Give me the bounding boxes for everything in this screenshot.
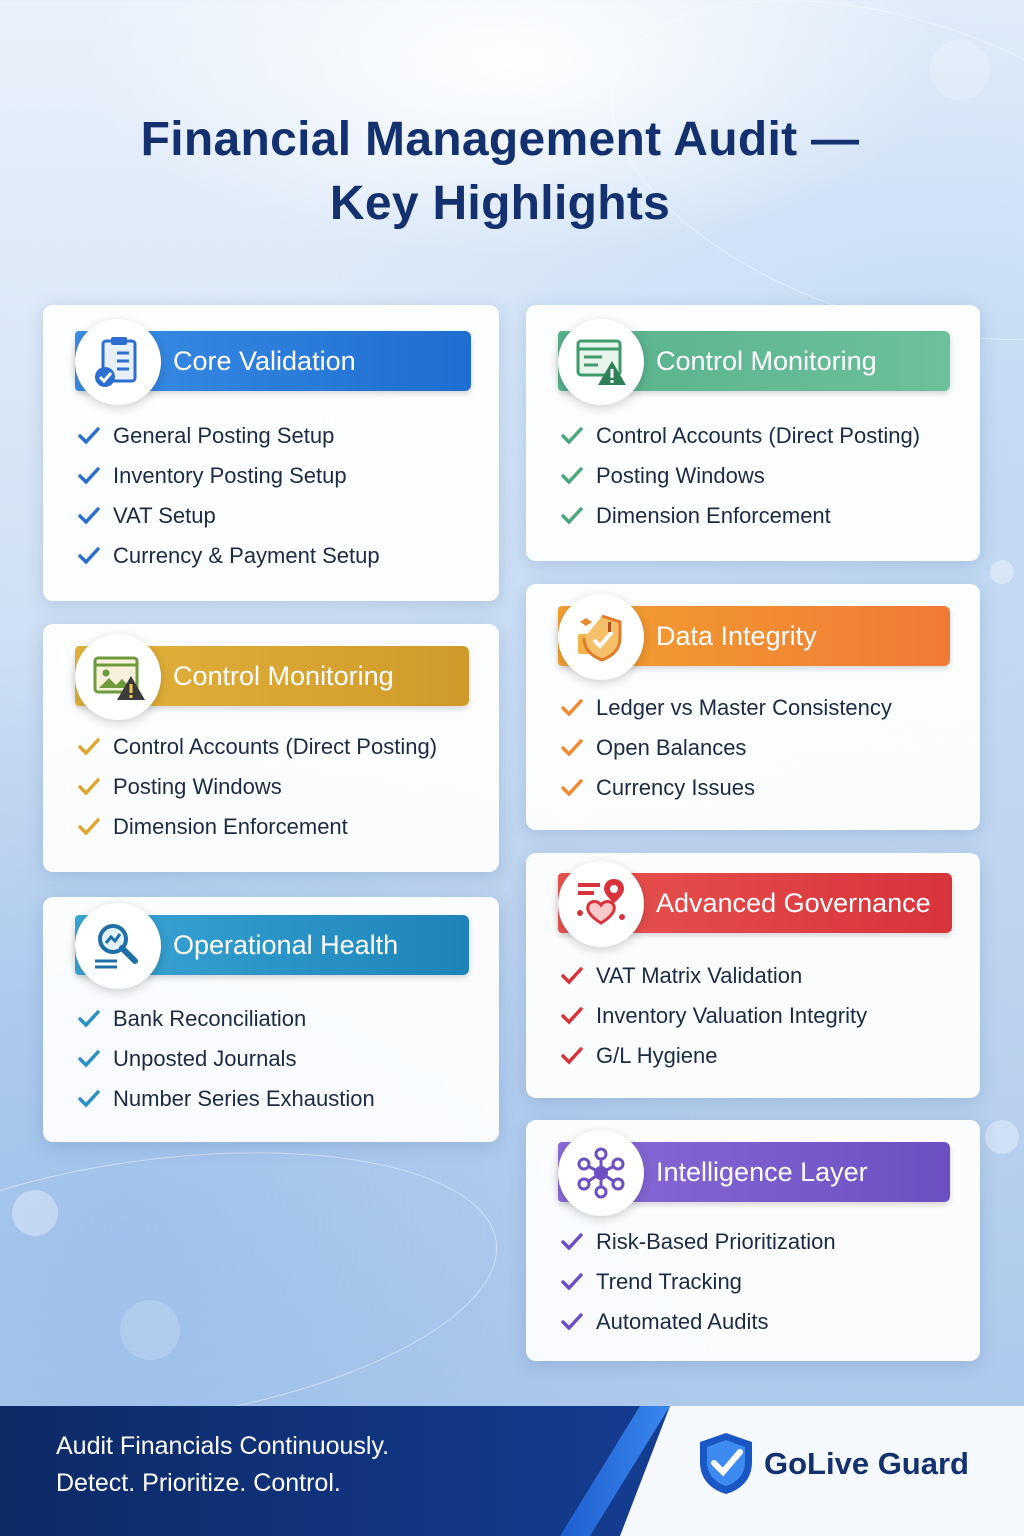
check-icon <box>560 1231 584 1253</box>
list-item-label: Control Accounts (Direct Posting) <box>113 734 438 759</box>
check-icon <box>560 1271 584 1293</box>
list-item-label: Risk-Based Prioritization <box>596 1229 836 1254</box>
card-advanced-governance <box>526 853 980 1098</box>
list-item <box>560 1302 836 1342</box>
card-item-list <box>77 999 375 1119</box>
check-icon <box>77 505 101 527</box>
list-item <box>77 727 437 767</box>
shield-check-icon <box>696 1430 756 1496</box>
list-item <box>560 768 892 808</box>
card-title: Data Integrity <box>656 621 817 651</box>
list-item <box>560 416 920 456</box>
list-item-label: VAT Setup <box>113 503 216 528</box>
window-warning-icon <box>558 319 644 405</box>
magnifier-chart-icon <box>75 903 161 989</box>
card-title: Intelligence Layer <box>656 1157 868 1187</box>
check-icon <box>77 776 101 798</box>
image-warning-icon <box>75 634 161 720</box>
check-icon <box>77 816 101 838</box>
check-icon <box>560 777 584 799</box>
check-icon <box>560 737 584 759</box>
check-icon <box>560 1311 584 1333</box>
card-item-list <box>560 688 892 808</box>
list-item <box>77 807 437 847</box>
card-control-monitoring-left <box>43 624 499 872</box>
check-icon <box>77 1008 101 1030</box>
card-item-list <box>560 416 920 536</box>
list-item-label: VAT Matrix Validation <box>596 963 803 988</box>
list-item-label: Dimension Enforcement <box>113 814 348 839</box>
bokeh-dot <box>990 560 1014 584</box>
footer-tagline-line1: Audit Financials Continuously. <box>56 1432 390 1460</box>
check-icon <box>77 545 101 567</box>
check-icon <box>560 505 584 527</box>
list-item-label: Number Series Exhaustion <box>113 1086 375 1111</box>
card-title: Core Validation <box>173 346 356 376</box>
list-item <box>77 456 380 496</box>
network-nodes-icon <box>558 1130 644 1216</box>
list-item <box>560 996 867 1036</box>
list-item <box>77 999 375 1039</box>
list-item-label: Posting Windows <box>113 774 282 799</box>
list-item <box>560 728 892 768</box>
check-icon <box>560 1005 584 1027</box>
card-item-list <box>560 1222 836 1342</box>
list-item-label: Ledger vs Master Consistency <box>596 695 892 720</box>
list-item <box>560 496 920 536</box>
list-item <box>77 536 380 576</box>
shield-data-icon <box>558 594 644 680</box>
card-data-integrity <box>526 584 980 830</box>
footer-bar <box>0 1406 1024 1536</box>
list-item <box>560 1222 836 1262</box>
check-icon <box>560 425 584 447</box>
clipboard-check-icon <box>75 319 161 405</box>
card-item-list <box>77 727 437 847</box>
bokeh-dot <box>985 1120 1019 1154</box>
check-icon <box>77 1088 101 1110</box>
card-title: Operational Health <box>173 930 399 960</box>
list-item-label: Bank Reconciliation <box>113 1006 307 1031</box>
list-item-label: Control Accounts (Direct Posting) <box>596 423 921 448</box>
list-item <box>77 1039 375 1079</box>
list-item-label: Automated Audits <box>596 1309 769 1334</box>
list-item <box>560 688 892 728</box>
page-title-line1: Financial Management Audit — <box>140 113 860 166</box>
card-title: Control Monitoring <box>656 346 877 376</box>
list-item <box>560 1036 867 1076</box>
list-item-label: Open Balances <box>596 735 747 760</box>
check-icon <box>77 736 101 758</box>
list-item-label: General Posting Setup <box>113 423 335 448</box>
card-control-monitoring-right <box>526 305 980 561</box>
card-operational-health <box>43 897 499 1142</box>
card-item-list <box>77 416 380 576</box>
list-item <box>560 956 867 996</box>
list-item-label: Inventory Posting Setup <box>113 463 347 488</box>
governance-heart-icon <box>558 861 644 947</box>
card-intelligence-layer <box>526 1120 980 1361</box>
check-icon <box>560 465 584 487</box>
list-item-label: Unposted Journals <box>113 1046 297 1071</box>
list-item-label: Posting Windows <box>596 463 765 488</box>
check-icon <box>560 1045 584 1067</box>
list-item <box>77 1079 375 1119</box>
list-item-label: Currency & Payment Setup <box>113 543 380 568</box>
list-item-label: Currency Issues <box>596 775 755 800</box>
list-item-label: Dimension Enforcement <box>596 503 831 528</box>
list-item-label: Trend Tracking <box>596 1269 742 1294</box>
list-item <box>560 456 920 496</box>
check-icon <box>560 697 584 719</box>
check-icon <box>560 965 584 987</box>
brand-name: GoLive Guard <box>764 1446 969 1481</box>
card-core-validation <box>43 305 499 601</box>
page-title <box>0 108 1000 236</box>
list-item <box>77 767 437 807</box>
list-item-label: G/L Hygiene <box>596 1043 718 1068</box>
card-title: Advanced Governance <box>656 888 931 918</box>
check-icon <box>77 1048 101 1070</box>
list-item <box>560 1262 836 1302</box>
page-title-line2: Key Highlights <box>329 177 671 230</box>
card-item-list <box>560 956 867 1076</box>
list-item <box>77 416 380 456</box>
list-item <box>77 496 380 536</box>
card-title: Control Monitoring <box>173 661 394 691</box>
check-icon <box>77 465 101 487</box>
list-item-label: Inventory Valuation Integrity <box>596 1003 868 1028</box>
footer-tagline-line2: Detect. Prioritize. Control. <box>56 1469 341 1497</box>
check-icon <box>77 425 101 447</box>
